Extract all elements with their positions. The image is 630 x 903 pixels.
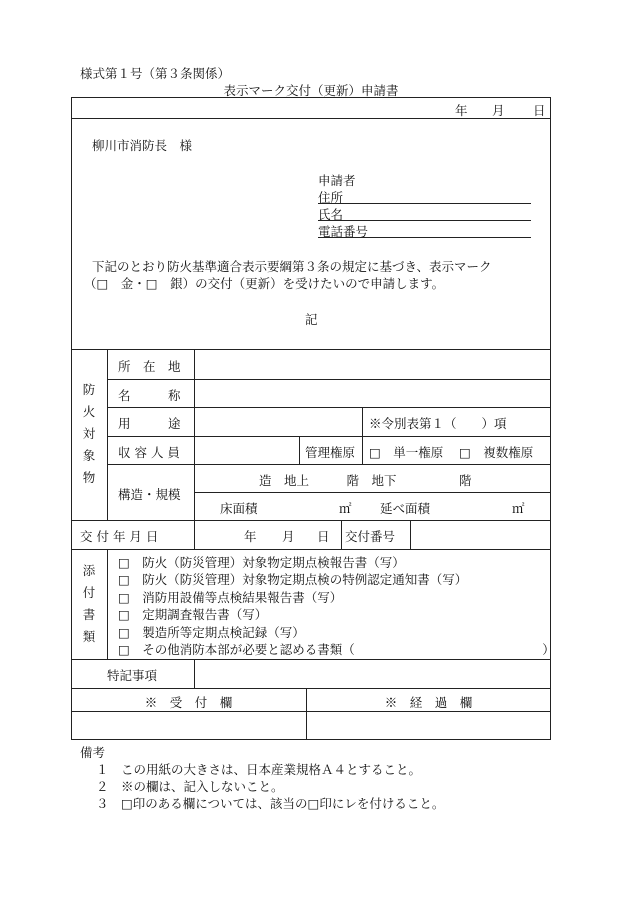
col-line (107, 549, 108, 659)
issue-month[interactable]: 月 (282, 529, 295, 544)
address-line (318, 203, 531, 204)
form-title: 表示マーク交付（更新）申請書 (223, 83, 399, 98)
attachment-item[interactable]: □ その他消防本部が必要と認める書類（ ） (118, 642, 555, 657)
col-line (410, 520, 411, 549)
row-line (71, 349, 551, 350)
reception-column: ※ 受 付 欄 (144, 695, 233, 710)
col-line (362, 407, 363, 464)
remark-item: ２ ※の欄は、記入しないこと。 (96, 779, 284, 794)
attachment-item[interactable]: □ 定期調査報告書（写） (118, 607, 268, 622)
floor-area-label: 床面積 (220, 501, 258, 516)
date-year: 年 (455, 103, 468, 118)
addressee: 柳川市消防長 様 (92, 138, 193, 153)
statement-line-1: 下記のとおり防火基準適合表示要綱第３条の規定に基づき、表示マーク (92, 259, 492, 274)
row-line (71, 520, 551, 521)
use-label: 用 途 (118, 416, 181, 431)
row-line (107, 379, 551, 380)
row-line (71, 711, 551, 712)
applicant-label: 申請者 (318, 173, 356, 188)
ki-heading: 記 (305, 312, 318, 327)
col-line (341, 520, 342, 549)
applicant-phone-label[interactable]: 電話番号 (318, 224, 369, 239)
row-line (107, 464, 551, 465)
col-line (194, 659, 195, 688)
row-line (194, 492, 551, 493)
progress-column: ※ 経 過 欄 (384, 695, 473, 710)
property-group-label: 防 火 対 象 物 (82, 382, 96, 485)
phone-line (318, 237, 531, 238)
issue-day[interactable]: 日 (317, 529, 330, 544)
ordinance-class[interactable]: ※令別表第１（ ）項 (369, 416, 507, 431)
date-day: 日 (533, 103, 546, 118)
remark-item: ３ □印のある欄については、該当の□印にレを付けること。 (96, 796, 445, 811)
applicant-name-label[interactable]: 氏名 (318, 207, 344, 222)
attachment-item[interactable]: □ 防火（防災管理）対象物定期点検報告書（写） (118, 555, 405, 570)
date-divider (71, 118, 551, 119)
attachments-group-label: 添 付 書 類 (82, 563, 96, 644)
attachment-item[interactable]: □ 消防用設備等点検結果報告書（写） (118, 590, 343, 605)
multi-authority-checkbox[interactable]: □ 複数権原 (459, 445, 534, 460)
remark-item: １ この用紙の大きさは、日本産業規格Ａ４とすること。 (96, 762, 422, 777)
col-line (299, 436, 300, 464)
issue-year[interactable]: 年 (244, 529, 257, 544)
col-line (194, 349, 195, 549)
remarks-label: 備考 (80, 745, 106, 760)
floor-area-unit: ㎡ (339, 501, 352, 516)
date-month: 月 (492, 103, 505, 118)
location-label: 所 在 地 (118, 359, 181, 374)
name-label: 名 称 (118, 388, 181, 403)
issue-date-label: 交 付 年 月 日 (80, 529, 159, 544)
authority-label: 管理権原 (305, 445, 356, 460)
row-line (71, 659, 551, 660)
total-area-label: 延べ面積 (380, 501, 431, 516)
row-line (71, 688, 551, 689)
capacity-label: 収 容 人 員 (118, 445, 180, 460)
single-authority-checkbox[interactable]: □ 単一権原 (369, 445, 444, 460)
name-line (318, 220, 531, 221)
applicant-address-label[interactable]: 住所 (318, 190, 344, 205)
attachment-item[interactable]: □ 製造所等定期点検記録（写） (118, 625, 305, 640)
issue-number-label: 交付番号 (345, 529, 396, 544)
structure-label: 構造・規模 (118, 487, 181, 502)
special-notes-label: 特記事項 (107, 668, 158, 683)
col-line (107, 349, 108, 520)
total-area-unit: ㎡ (512, 501, 525, 516)
row-line (107, 407, 551, 408)
structure-line[interactable]: 造 地上 階 地下 階 (259, 473, 472, 488)
row-line (71, 549, 551, 550)
attachment-item[interactable]: □ 防火（防災管理）対象物定期点検の特例認定通知書（写） (118, 572, 468, 587)
row-line (107, 436, 551, 437)
form-number: 様式第１号（第３条関係） (80, 66, 231, 81)
statement-line-2: （□ 金・□ 銀）の交付（更新）を受けたいので申請します。 (84, 276, 445, 291)
